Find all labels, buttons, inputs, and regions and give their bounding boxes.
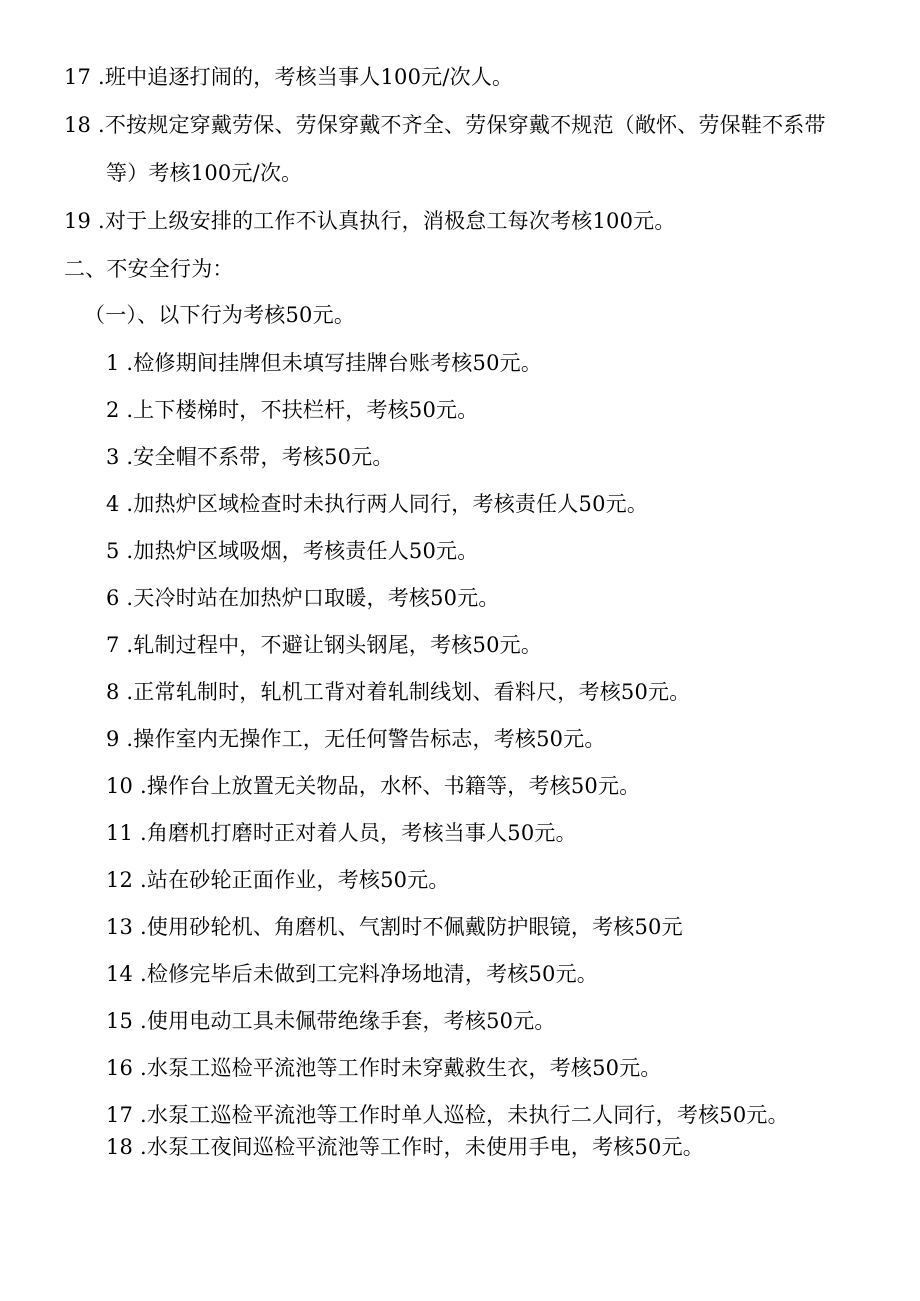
list-item: 7 .轧制过程中，不避让钢头钢尾，考核50元。 xyxy=(106,633,543,657)
list-item: 4 .加热炉区域检查时未执行两人同行，考核责任人50元。 xyxy=(106,492,649,516)
rule-item-18-continuation: 等）考核100元/次。 xyxy=(106,161,303,185)
list-item: 6 .天冷时站在加热炉口取暖，考核50元。 xyxy=(106,586,500,610)
list-item: 2 .上下楼梯时，不扶栏杆，考核50元。 xyxy=(106,398,479,422)
list-item: 13 .使用砂轮机、角磨机、气割时不佩戴防护眼镜，考核50元 xyxy=(106,915,683,939)
list-item: 9 .操作室内无操作工，无任何警告标志，考核50元。 xyxy=(106,727,606,751)
list-item: 18 .水泵工夜间巡检平流池等工作时，未使用手电，考核50元。 xyxy=(106,1135,704,1159)
list-item: 12 .站在砂轮正面作业，考核50元。 xyxy=(106,868,450,892)
list-item: 11 .角磨机打磨时正对着人员，考核当事人50元。 xyxy=(106,821,577,845)
rule-item-17: 17 .班中追逐打闹的，考核当事人100元/次人。 xyxy=(64,65,514,89)
section-heading: 二、不安全行为： xyxy=(64,257,234,281)
list-item: 17 .水泵工巡检平流池等工作时单人巡检，未执行二人同行，考核50元。 xyxy=(106,1103,789,1127)
list-item: 10 .操作台上放置无关物品，水杯、书籍等，考核50元。 xyxy=(106,774,641,798)
list-item: 8 .正常轧制时，轧机工背对着轧制线划、看料尺，考核50元。 xyxy=(106,680,691,704)
rule-item-19: 19 .对于上级安排的工作不认真执行，消极怠工每次考核100元。 xyxy=(64,209,676,233)
list-item: 1 .检修期间挂牌但未填写挂牌台账考核50元。 xyxy=(106,351,543,375)
list-item: 14 .检修完毕后未做到工完料净场地清，考核50元。 xyxy=(106,962,598,986)
rule-item-18: 18 .不按规定穿戴劳保、劳保穿戴不齐全、劳保穿戴不规范（敞怀、劳保鞋不系带 xyxy=(64,113,826,137)
subsection-heading: （一）、以下行为考核50元。 xyxy=(84,303,356,327)
list-item: 16 .水泵工巡检平流池等工作时未穿戴救生衣，考核50元。 xyxy=(106,1056,662,1080)
list-item: 15 .使用电动工具未佩带绝缘手套，考核50元。 xyxy=(106,1009,556,1033)
list-item: 5 .加热炉区域吸烟，考核责任人50元。 xyxy=(106,539,479,563)
list-item: 3 .安全帽不系带，考核50元。 xyxy=(106,445,394,469)
